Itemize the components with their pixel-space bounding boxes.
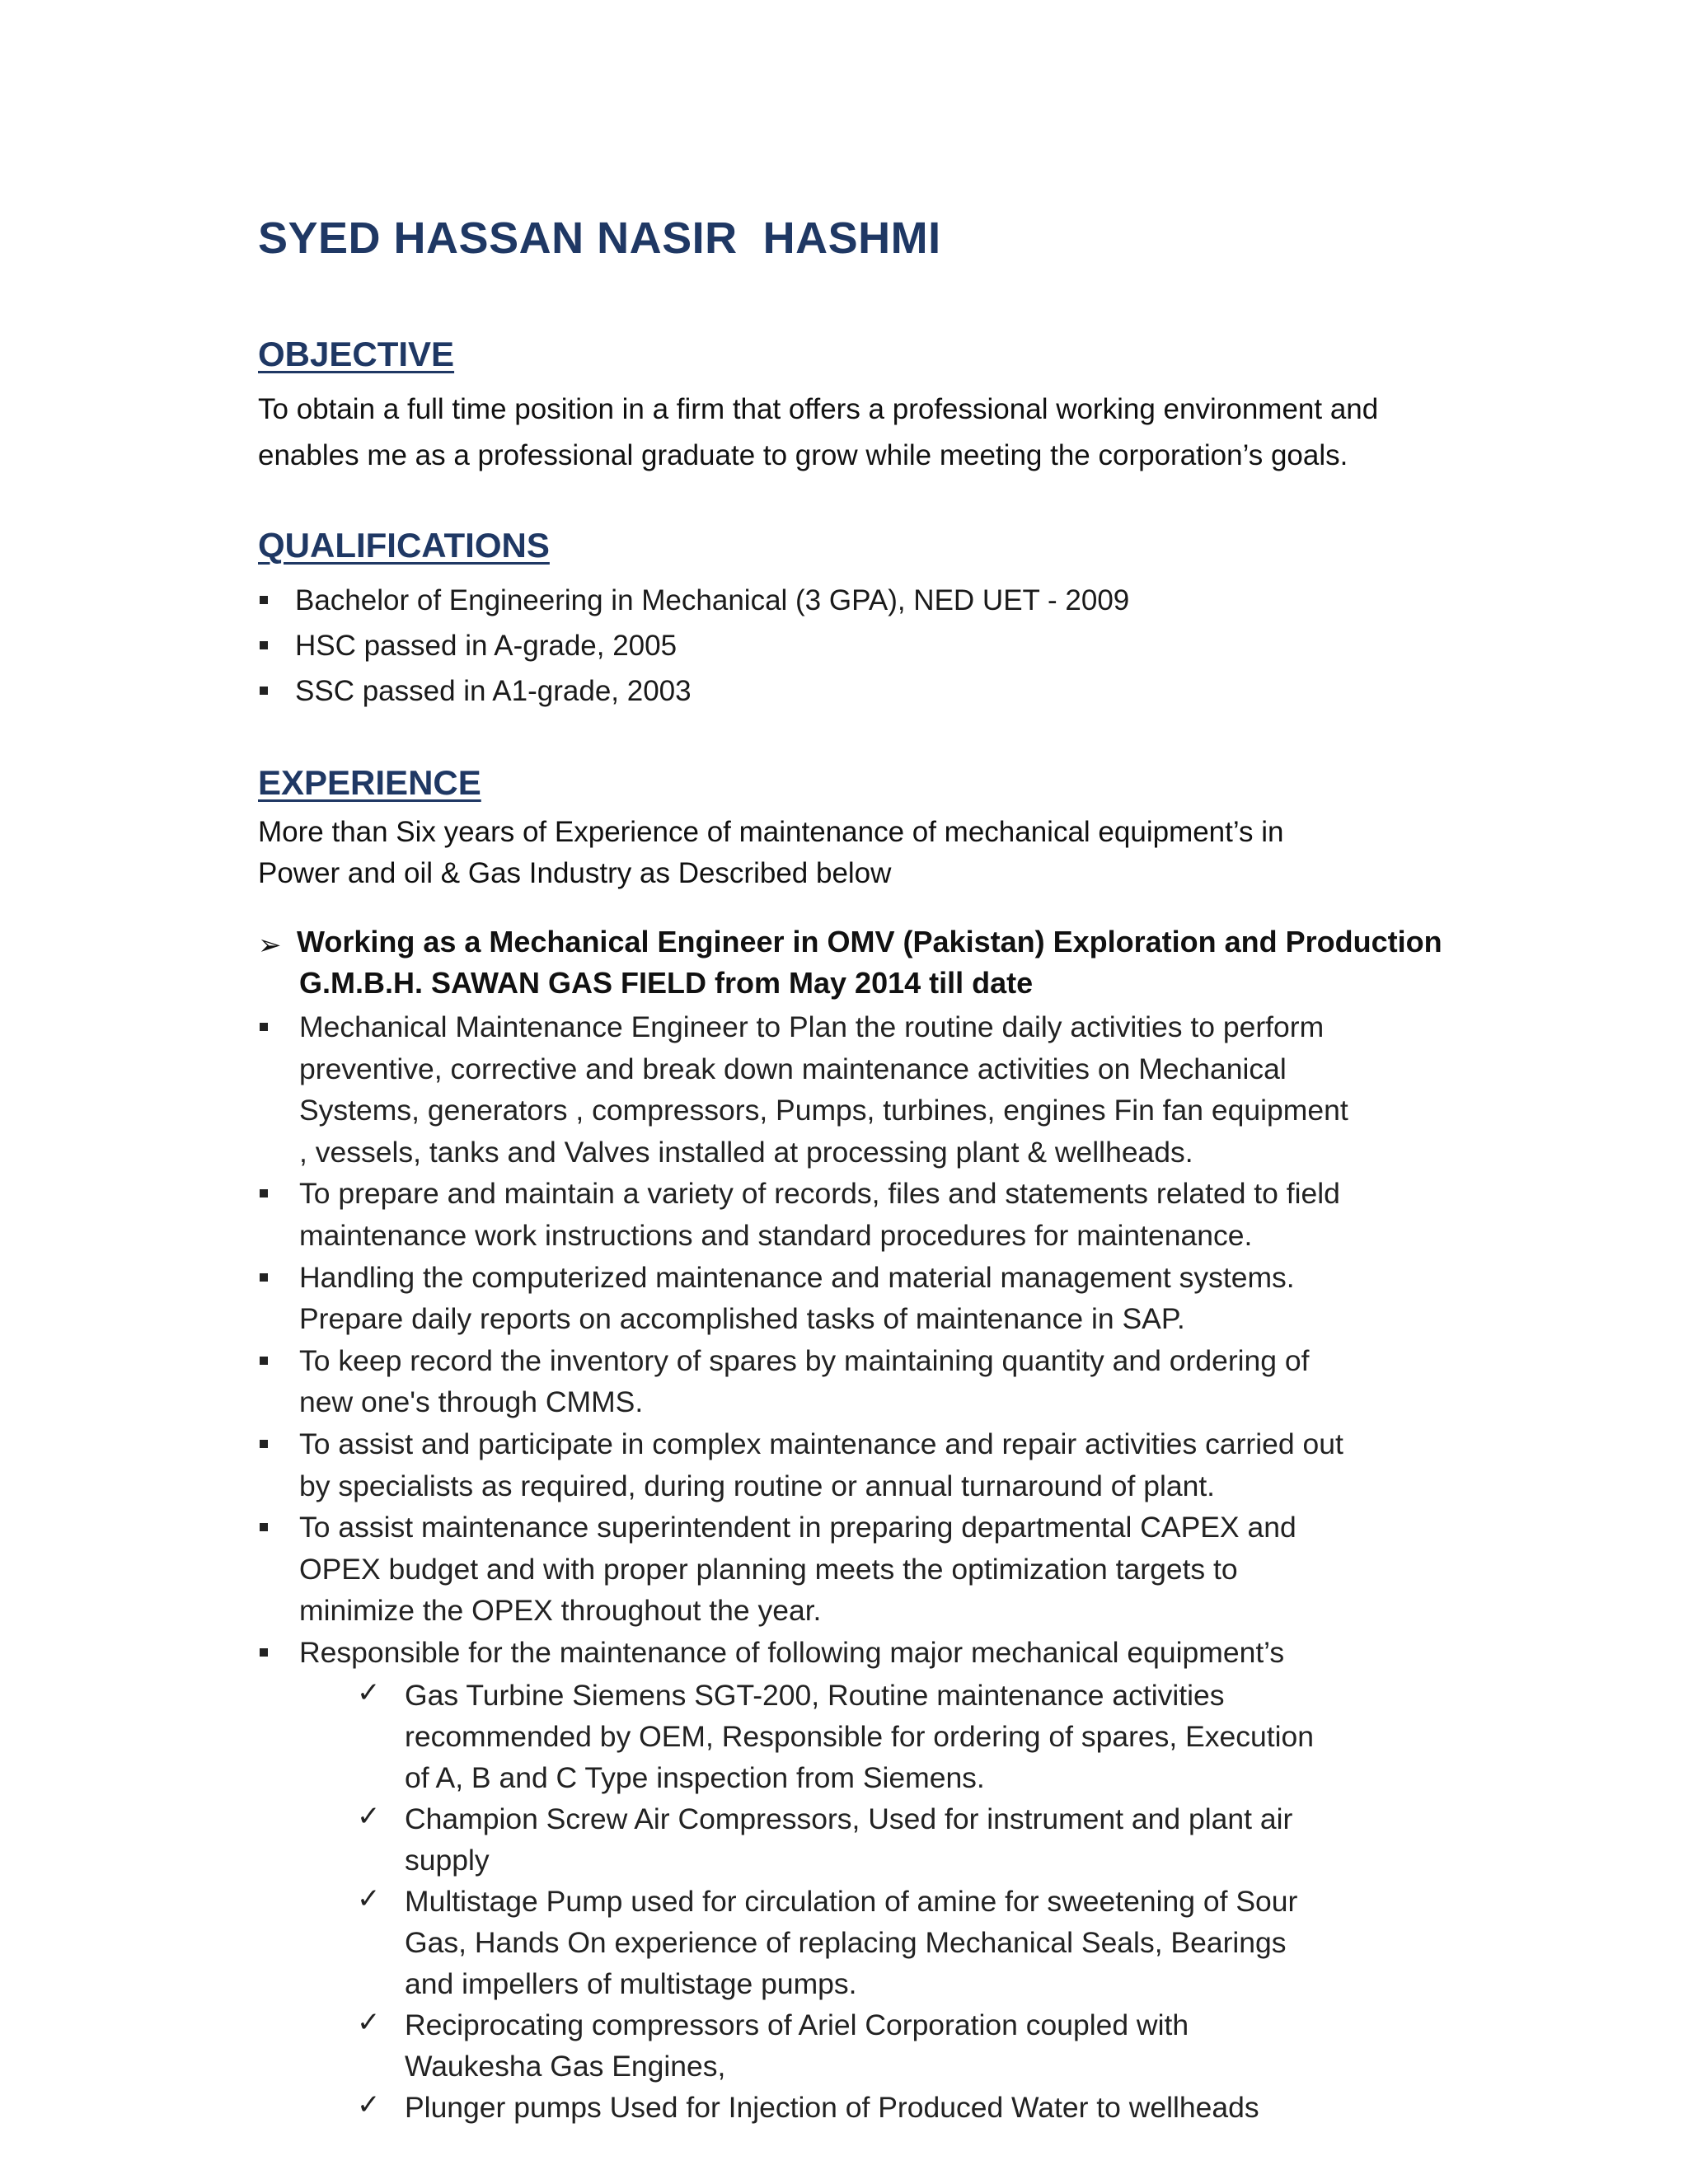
square-bullet-icon [260,1523,268,1531]
arrow-bullet-icon: ➢ [258,930,282,961]
square-bullet-icon [260,1023,268,1031]
duty-item: To prepare and maintain a variety of records, files and statements related to field maintenance work instructions and standard procedures for maintenance. [258,1173,1494,1256]
duties-list [258,1006,1494,1674]
square-bullet-icon [260,1273,268,1282]
objective-text [258,387,1378,479]
objective-line: To obtain a full time position in a firm that offers a professional working environment and [258,393,1379,425]
equipment-item: ✓ Multistage Pump used for circulation of amine for sweetening of Sour Gas, Hands On experience of replacing Mechanical Seals, Bearings and impellers of multistage pumps. [357,1881,1511,2004]
job-title-line: G.M.B.H. SAWAN GAS FIELD from May 2014 till date [299,966,1034,1000]
duty-item: To keep record the inventory of spares by maintaining quantity and ordering of new one's through CMMS. [258,1340,1494,1423]
checkmark-icon: ✓ [357,1801,381,1832]
equipment-list [357,1675,1511,2128]
job-title-line: Working as a Mechanical Engineer in OMV (Pakistan) Exploration and Production [297,925,1442,958]
square-bullet-icon [260,641,268,649]
square-bullet-icon [260,1440,268,1448]
experience-summary-line: Power and oil & Gas Industry as Described below [258,857,892,889]
duty-item: Handling the computerized maintenance and material management systems. Prepare daily reports on accomplished tasks of maintenance in SAP. [258,1257,1494,1340]
duty-item: Responsible for the maintenance of following major mechanical equipment’s [258,1632,1494,1674]
checkmark-icon: ✓ [357,2007,381,2038]
duty-item: Mechanical Maintenance Engineer to Plan the routine daily activities to perform preventive, corrective and break down maintenance activities on Mechanical Systems, generators , compressors, Pumps, turbines, engines Fin fan equipment , vessels, tanks and Valves installed at processing plant & wellheads. [258,1006,1494,1173]
objective-heading: OBJECTIVE [258,335,455,373]
experience-summary-line: More than Six years of Experience of maintenance of mechanical equipment’s in [258,816,1284,848]
candidate-name: SYED HASSAN NASIR HASHMI [258,213,941,263]
checkmark-icon: ✓ [357,1677,381,1708]
equipment-item: ✓ Reciprocating compressors of Ariel Corporation coupled with Waukesha Gas Engines, [357,2004,1511,2087]
experience-heading: EXPERIENCE [258,763,481,802]
checkmark-icon: ✓ [357,1883,381,1915]
square-bullet-icon [260,1357,268,1365]
resume-page: SYED HASSAN NASIR HASHMI OBJECTIVE To obtain a full time position in a firm that offers a professional working environment and enables me as a professional graduate to grow while meeting the corporation’s goals. QUALIFICATIONS Bachelor of Engineering in Mechanical (3 GPA), NED UET - 2009 HSC passed in A-grade, 2005 SSC passed in A1-grade, 2003 EXPERIENCE More than Six years of Experience of maintenance of mechanical equipment’s in Power and oil & Gas Industry as Described below ➢ Working as a Mechanical Engineer in OMV (Pakistan) Exploration and Production G.M.B.H. SAWAN GAS FIELD from May 2014 till date Mechanical Maintenance Engineer to Plan the routine daily activities to perform preventive, corrective and break down maintenance activities on Mechanical Systems, generators , compressors, Pumps, turbines, engines Fin fan equipment , vessels, tanks and Valves installed at processing plant & wellheads. To prepare and maintain a variety of records, files and statements related to field maintenance work instructions and standard procedures for maintenance. Handling the computerized maintenance and material management systems. Prepare daily reports on accomplished tasks of maintenance in SAP. To keep record the inventory of spares by maintaining quantity and ordering of new one's through CMMS. To assist and participate in complex maintenance and repair activities carried out by specialists as required, during routine or annual turnaround of plant. To assist maintenance superintendent in preparing departmental CAPEX and OPEX budget and with proper planning meets the optimization targets to minimize the OPEX throughout the year. Responsible for the maintenance of following major mechanical equipment’s ✓ Gas Turbine Siemens SGT-200, Routine maintenance activities recommended by OEM, Responsible for ordering of spares, Execution of A, B and C Type inspection from Siemens. ✓ Champion Screw Air Compressors, Used for instrument and plant air supply ✓ Multistage Pump used for circulation of amine for sweetening of Sour Gas, Hands On experience of replacing Mechanical Seals, Bearings and impellers of multistage pumps. ✓ Reciprocating compressors of Ariel Corporation coupled with Waukesha Gas Engines, ✓ Plunger pumps Used for Injection of Produced Water to wellheads [0,0,1688,2184]
objective-line: enables me as a professional graduate to grow while meeting the corporation’s goals. [258,439,1348,471]
experience-summary [258,812,1283,894]
duty-item: To assist maintenance superintendent in preparing departmental CAPEX and OPEX budget and with proper planning meets the optimization targets to minimize the OPEX throughout the year. [258,1507,1494,1632]
qualifications-heading: QUALIFICATIONS [258,526,550,565]
equipment-item: ✓ Gas Turbine Siemens SGT-200, Routine maintenance activities recommended by OEM, Responsible for ordering of spares, Execution of A, B and C Type inspection from Siemens. [357,1675,1511,1798]
duty-item: To assist and participate in complex maintenance and repair activities carried out by specialists as required, during routine or annual turnaround of plant. [258,1423,1494,1507]
equipment-item: ✓ Plunger pumps Used for Injection of Produced Water to wellheads [357,2087,1511,2128]
square-bullet-icon [260,687,268,695]
square-bullet-icon [260,1189,268,1197]
equipment-item: ✓ Champion Screw Air Compressors, Used for instrument and plant air supply [357,1798,1511,1881]
checkmark-icon: ✓ [357,2089,381,2121]
square-bullet-icon [260,596,268,604]
square-bullet-icon [260,1648,268,1657]
